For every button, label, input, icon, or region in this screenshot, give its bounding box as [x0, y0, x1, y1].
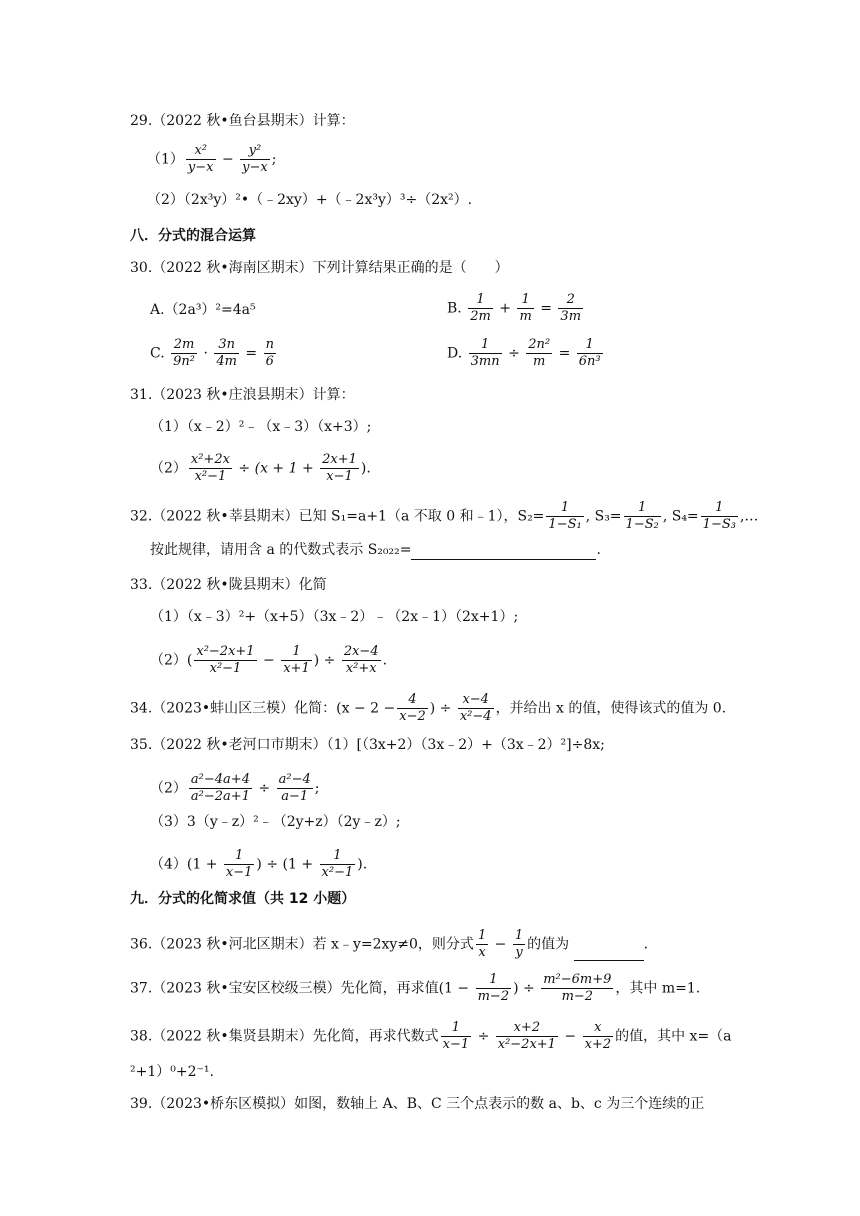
q34: 34.（2023•蚌山区三模）化简：(x − 2 − $\frac{4}{x-2}$ ) ÷ $\frac{x-4}{\text{x²−4}}$ ，并给出 x 的值，使得该式的值为 0. [130, 692, 727, 724]
answer-blank[interactable] [411, 559, 596, 560]
q35-part2: （2） $\frac{\text{a²−4a+4}}{\text{a²−2a+1}}$ ÷ $\frac{\text{a²−4}}{a-1}$ ; [150, 772, 320, 804]
q29-p1-label: （1） [147, 151, 184, 168]
fraction: $\frac{1}{x-1}$ [225, 848, 253, 880]
fraction: $\frac{x+2}{\text{x²−2x+1}}$ [497, 1020, 556, 1052]
q30-option-a: A.（2a³）²=4a⁵ [150, 302, 256, 318]
q32-line1: 32.（2022 秋•莘县期末）已知 S₁=a+1（a 不取 0 和﹣1），S₂= $\frac{1}{\text{1−S₁}}$ , S₃= $\frac{1}{\text{1−S₂}}$ , S₄= $\frac{1}{\text{1−S₃}}$ ,… [130, 500, 759, 532]
fraction: $\frac{\text{x²+2x}}{\text{x²−1}}$ [190, 452, 230, 484]
fraction: $\frac{1}{3mn}$ [470, 337, 500, 369]
q30-option-b: B. $\frac{1}{2m}$ + $\frac{1}{m}$ = $\frac{2}{3m}$ [447, 292, 582, 324]
q39-head: 39.（2023•桥东区模拟）如图，数轴上 A、B、C 三个点表示的数 a、b、c 为三个连续的正 [130, 1096, 705, 1112]
fraction: $\frac{n}{6}$ [265, 337, 274, 369]
q29-head: 29.（2022 秋•鱼台县期末）计算： [130, 113, 355, 129]
fraction: $\frac{x}{x+2}$ [584, 1020, 612, 1052]
q29-part1: （1） $\frac{\text{x²}}{y-x}$ − $\frac{\text{y²}}{y-x}$ ; [147, 143, 277, 175]
fraction: $\frac{\text{a²−4a+4}}{\text{a²−2a+1}}$ [190, 772, 250, 804]
fraction: $\frac{1}{\text{x²−1}}$ [321, 848, 354, 880]
fraction: $\frac{x-4}{\text{x²−4}}$ [459, 692, 492, 724]
q35-part4: （4）(1 + $\frac{1}{x-1}$ ) ÷ (1 + $\frac{1}{\text{x²−1}}$ ). [150, 848, 368, 880]
q30-head: 30.（2022 秋•海南区期末）下列计算结果正确的是（ ） [130, 260, 509, 276]
q31-part1: （1）（x﹣2）²﹣（x﹣3）（x+3）; [150, 419, 372, 435]
fraction: $\frac{1}{y}$ [514, 928, 524, 960]
fraction: $\frac{\text{a²−4}}{a-1}$ [278, 772, 311, 804]
answer-blank[interactable] [574, 960, 644, 961]
q33-part1: （1）（x﹣3）²+（x+5）（3x﹣2）﹣（2x﹣1）（2x+1）; [150, 609, 519, 625]
fraction: $\frac{\text{y²}}{y-x}$ [242, 143, 268, 175]
q32-line2: 按此规律，请用含 a 的代数式表示 S₂₀₂₂= . [150, 542, 601, 558]
section-heading-9: 九．分式的化简求值（共 12 小题） [130, 891, 356, 907]
fraction: $\frac{1}{m}$ [519, 292, 532, 324]
fraction: $\frac{1}{x+1}$ [283, 644, 310, 676]
fraction: $\frac{\text{x²−2x+1}}{\text{x²−1}}$ [196, 644, 255, 676]
q36: 36.（2023 秋•河北区期末）若 x﹣y=2xy≠0，则分式 $\frac{1}{x}$ − $\frac{1}{y}$ 的值为 . [130, 928, 649, 960]
q29-part2: （2）（2x³y）²•（﹣2xy）+（﹣2x³y）³÷（2x²）. [147, 192, 473, 208]
fraction: $\frac{2x-4}{\text{x²+x}}$ [343, 644, 379, 676]
fraction: $\frac{1}{x}$ [477, 928, 487, 960]
q31-head: 31.（2023 秋•庄浪县期末）计算： [130, 387, 355, 403]
q38-line1: 38.（2022 秋•集贤县期末）先化简，再求代数式 $\frac{1}{x-1}$ ÷ $\frac{x+2}{\text{x²−2x+1}}$ − $\frac{x}{x+2}$ 的值，其中 x=（a [130, 1020, 732, 1052]
q31-part2: （2） $\frac{\text{x²+2x}}{\text{x²−1}}$ ÷ (x + 1 + $\frac{2x+1}{x-1}$ ). [150, 452, 371, 484]
fraction: $\frac{4}{x-2}$ [399, 692, 426, 724]
q30-option-c: C. $\frac{2m}{\text{9n²}}$ · $\frac{3n}{4m}$ = $\frac{n}{6}$ [150, 337, 274, 369]
fraction: $\frac{\text{x²}}{y-x}$ [187, 143, 214, 175]
section-heading-8: 八．分式的混合运算 [130, 228, 256, 244]
q33-head: 33.（2022 秋•陇县期末）化简 [130, 577, 327, 593]
fraction: $\frac{\text{m²−6m+9}}{m-2}$ [543, 972, 612, 1004]
q38-line2: ²+1）⁰+2⁻¹. [130, 1064, 214, 1080]
fraction: $\frac{2m}{\text{9n²}}$ [173, 337, 195, 369]
fraction: $\frac{\text{2n²}}{m}$ [528, 337, 551, 369]
q37: 37.（2023 秋•宝安区校级三模）先化简，再求值(1 − $\frac{1}{m-2}$ ) ÷ $\frac{\text{m²−6m+9}}{m-2}$ ，其中 m=1. [130, 972, 701, 1004]
q35-part3: （3）3（y﹣z）²﹣（2y+z）（2y﹣z）; [150, 814, 401, 830]
fraction: $\frac{1}{2m}$ [470, 292, 491, 324]
fraction: $\frac{1}{m-2}$ [477, 972, 510, 1004]
q35-head: 35.（2022 秋•老河口市期末）（1）[（3x+2）（3x﹣2）+（3x﹣2）²]÷8x; [130, 737, 605, 753]
fraction: $\frac{2x+1}{x-1}$ [322, 452, 357, 484]
fraction: $\frac{1}{\text{1−S₃}}$ [702, 500, 736, 532]
fraction: $\frac{1}{\text{1−S₂}}$ [625, 500, 659, 532]
fraction: $\frac{1}{\text{1−S₁}}$ [548, 500, 582, 532]
q30-option-d: D. $\frac{1}{3mn}$ ÷ $\frac{\text{2n²}}{m}$ = $\frac{1}{\text{6n³}}$ [447, 337, 601, 369]
q33-part2: （2）( $\frac{\text{x²−2x+1}}{\text{x²−1}}$ − $\frac{1}{x+1}$ ) ÷ $\frac{2x-4}{\text{x²+x}}$ . [150, 644, 388, 676]
fraction: $\frac{1}{x-1}$ [442, 1020, 470, 1052]
fraction: $\frac{2}{3m}$ [560, 292, 582, 324]
operator: − [221, 151, 234, 168]
fraction: $\frac{3n}{4m}$ [216, 337, 237, 369]
fraction: $\frac{1}{\text{6n³}}$ [578, 337, 601, 369]
